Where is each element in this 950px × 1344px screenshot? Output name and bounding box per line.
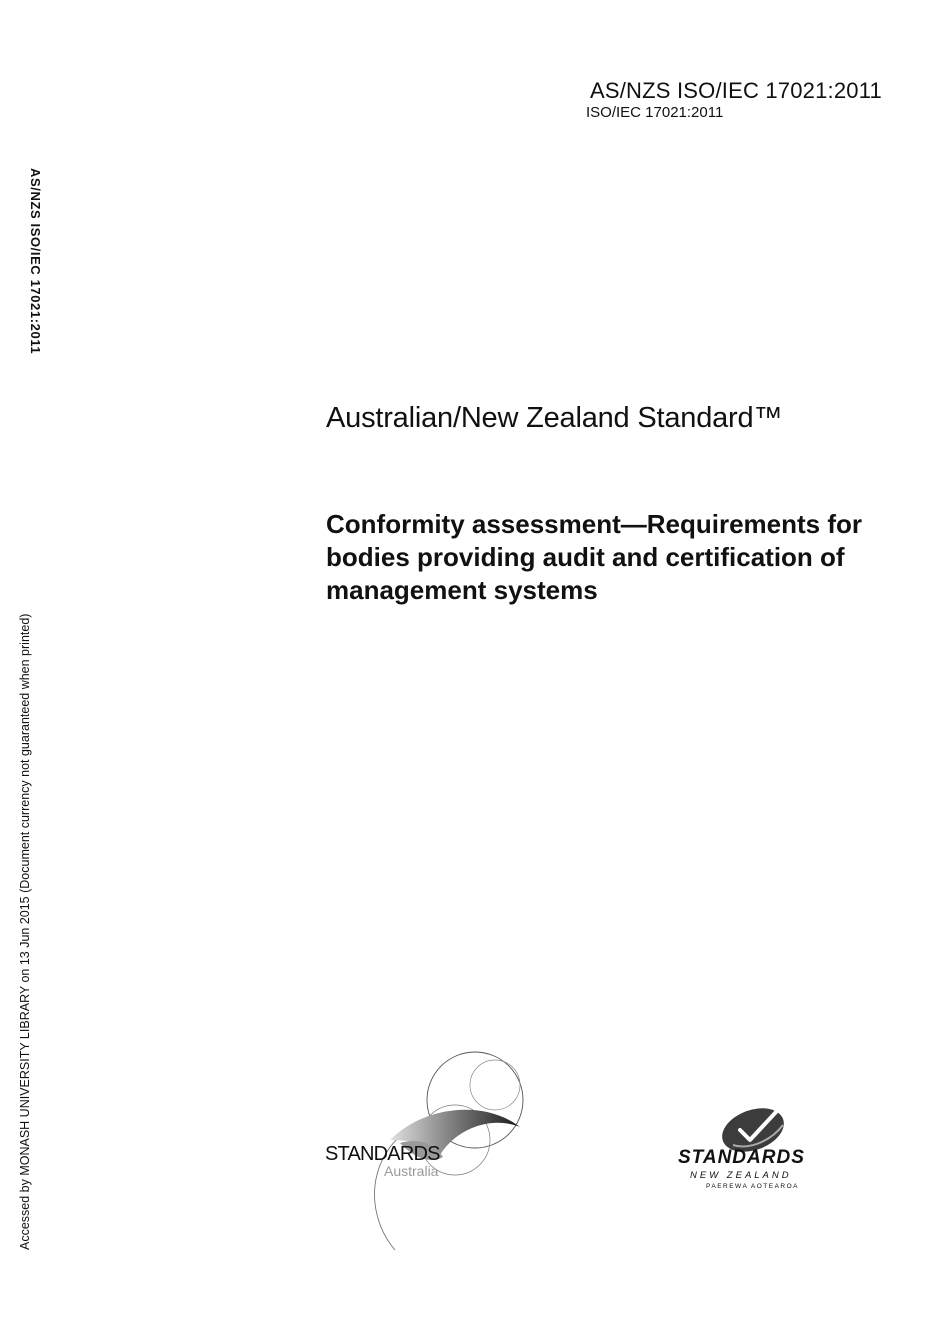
document-title: Conformity assessment—Requirements for bodies providing audit and certification of management systems xyxy=(326,509,863,605)
standard-code: AS/NZS ISO/IEC 17021:2011 xyxy=(590,78,882,103)
standards-nz-word: STANDARDS xyxy=(678,1147,805,1168)
standards-australia-country: Australia xyxy=(384,1163,439,1179)
standards-nz-maori: PAEREWA AOTEAROA xyxy=(706,1183,799,1190)
standard-type: Australian/New Zealand Standard™ xyxy=(326,402,783,434)
access-note: Accessed by MONASH UNIVERSITY LIBRARY on 13 Jun 2015 (Document currency not guaranteed when printed) xyxy=(18,613,32,1250)
iso-code: ISO/IEC 17021:2011 xyxy=(586,104,724,121)
standards-australia-word: STANDARDS xyxy=(325,1143,440,1165)
spine-standard-code: AS/NZS ISO/IEC 17021:2011 xyxy=(28,168,43,355)
standards-nz-country: NEW ZEALAND xyxy=(690,1170,792,1181)
